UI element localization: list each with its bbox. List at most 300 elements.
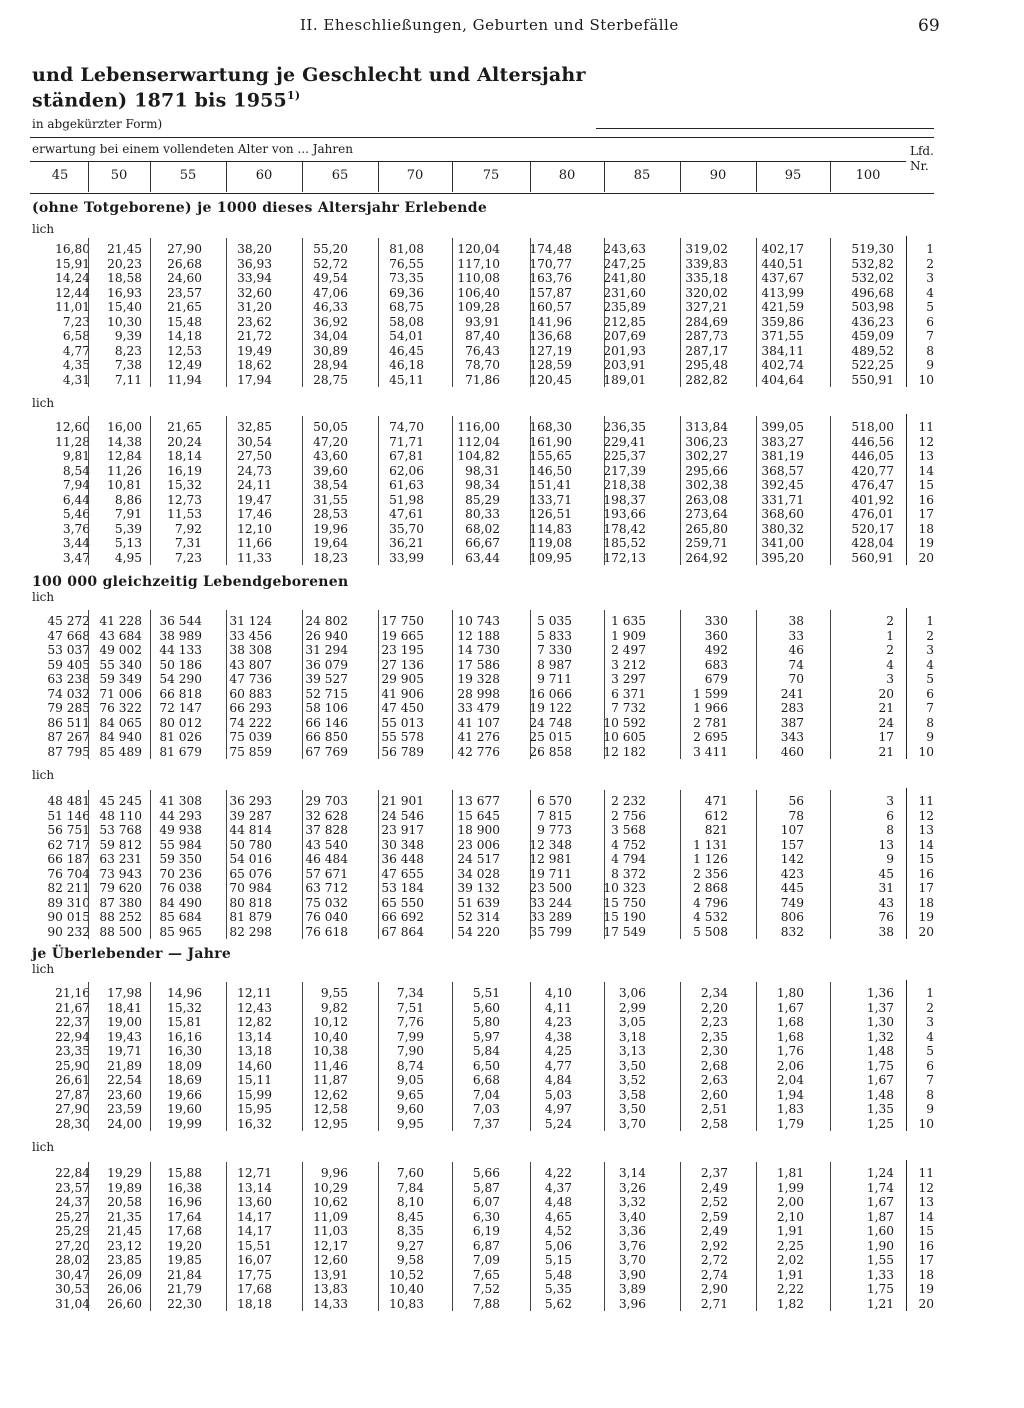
value-cell: 4,77 bbox=[62, 343, 90, 358]
value-cell: 7,52 bbox=[472, 1282, 500, 1296]
value-cell: 14,17 bbox=[237, 1224, 272, 1238]
value-cell: 25 015 bbox=[529, 730, 572, 744]
column-divider bbox=[452, 982, 453, 1131]
column-divider bbox=[830, 790, 831, 939]
value-cell: 12,11 bbox=[237, 986, 272, 1000]
lfd-number: 9 bbox=[926, 730, 934, 744]
value-cell: 6,07 bbox=[472, 1195, 500, 1209]
table-row bbox=[30, 271, 906, 286]
value-cell: 5,84 bbox=[472, 1044, 500, 1058]
value-cell: 1,21 bbox=[866, 1296, 894, 1311]
value-cell: 17,46 bbox=[237, 507, 272, 521]
column-divider bbox=[302, 162, 303, 192]
table-row bbox=[30, 493, 906, 508]
value-cell: 371,55 bbox=[761, 329, 804, 343]
value-cell: 24 546 bbox=[381, 808, 424, 823]
value-cell: 14,38 bbox=[107, 434, 142, 449]
value-cell: 10,52 bbox=[389, 1267, 424, 1282]
value-cell: 1,74 bbox=[866, 1180, 894, 1195]
value-cell: 19,60 bbox=[167, 1102, 202, 1116]
lfd-number: 18 bbox=[918, 521, 934, 536]
column-divider bbox=[226, 610, 227, 759]
value-cell: 10,30 bbox=[107, 314, 142, 329]
value-cell: 3,40 bbox=[618, 1209, 646, 1224]
column-divider bbox=[88, 416, 89, 565]
table-row bbox=[30, 1001, 906, 1016]
table-row bbox=[30, 344, 906, 359]
value-cell: 10,29 bbox=[313, 1180, 348, 1195]
value-cell: 19,00 bbox=[107, 1015, 142, 1029]
value-cell: 520,17 bbox=[851, 521, 894, 536]
table-row bbox=[30, 300, 906, 315]
value-cell: 47 668 bbox=[47, 628, 90, 643]
lfd-column bbox=[908, 420, 934, 565]
value-cell: 9 773 bbox=[537, 823, 572, 837]
value-cell: 7,76 bbox=[396, 1015, 424, 1029]
value-cell: 9,55 bbox=[320, 986, 348, 1000]
value-cell: 30 348 bbox=[381, 837, 424, 852]
table-row bbox=[30, 257, 906, 272]
value-cell: 9,96 bbox=[320, 1166, 348, 1180]
value-cell: 16,38 bbox=[167, 1180, 202, 1195]
value-cell: 399,05 bbox=[761, 420, 804, 434]
value-cell: 12 348 bbox=[529, 837, 572, 852]
table-row bbox=[30, 730, 906, 745]
value-cell: 32,60 bbox=[237, 285, 272, 300]
value-cell: 22,54 bbox=[107, 1073, 142, 1087]
value-cell: 7,60 bbox=[396, 1166, 424, 1180]
value-cell: 2,60 bbox=[700, 1087, 728, 1102]
value-cell: 16,07 bbox=[237, 1253, 272, 1267]
value-cell: 142 bbox=[780, 852, 804, 866]
value-cell: 16,96 bbox=[167, 1195, 202, 1209]
value-cell: 1,37 bbox=[866, 1000, 894, 1015]
lfd-number: 19 bbox=[918, 910, 934, 924]
value-cell: 2,02 bbox=[776, 1253, 804, 1267]
column-divider bbox=[150, 238, 151, 387]
value-cell: 9,60 bbox=[396, 1102, 424, 1116]
value-cell: 2,58 bbox=[700, 1116, 728, 1131]
table-row bbox=[30, 1059, 906, 1074]
value-cell: 21,45 bbox=[107, 1224, 142, 1238]
value-cell: 41 308 bbox=[159, 794, 202, 808]
value-cell: 47,06 bbox=[313, 285, 348, 300]
lfd-number: 14 bbox=[918, 463, 934, 478]
value-cell: 295,48 bbox=[685, 358, 728, 372]
lfd-number: 8 bbox=[926, 1087, 934, 1102]
value-cell: 15 190 bbox=[603, 910, 646, 924]
value-cell: 20,23 bbox=[107, 256, 142, 271]
value-cell: 26,06 bbox=[107, 1282, 142, 1296]
value-cell: 4 bbox=[886, 657, 894, 672]
value-cell: 9,05 bbox=[396, 1073, 424, 1087]
value-cell: 11,46 bbox=[313, 1058, 348, 1073]
value-cell: 15 645 bbox=[457, 808, 500, 823]
value-cell: 41 906 bbox=[381, 686, 424, 701]
value-cell: 6,30 bbox=[472, 1209, 500, 1224]
column-divider bbox=[150, 790, 151, 939]
value-cell: 3,05 bbox=[618, 1015, 646, 1029]
table-row bbox=[30, 358, 906, 373]
value-cell: 21 bbox=[878, 744, 894, 759]
value-cell: 14,24 bbox=[55, 271, 90, 285]
column-divider bbox=[88, 1162, 89, 1311]
lfd-number: 4 bbox=[926, 1029, 934, 1044]
table-row bbox=[30, 1224, 906, 1239]
value-cell: 62 717 bbox=[47, 837, 90, 852]
value-cell: 1,90 bbox=[866, 1238, 894, 1253]
value-cell: 55 984 bbox=[159, 837, 202, 852]
age-header-80: 80 bbox=[558, 168, 576, 183]
value-cell: 1,33 bbox=[866, 1267, 894, 1282]
value-cell: 52 314 bbox=[457, 910, 500, 924]
column-divider bbox=[302, 982, 303, 1131]
value-cell: 381,19 bbox=[761, 449, 804, 463]
value-cell: 18,18 bbox=[237, 1296, 272, 1311]
value-cell: 23,12 bbox=[107, 1238, 142, 1253]
value-cell: 117,10 bbox=[457, 256, 500, 271]
value-cell: 11,94 bbox=[167, 372, 202, 387]
value-cell: 2,35 bbox=[700, 1029, 728, 1044]
value-cell: 119,08 bbox=[529, 536, 572, 550]
value-cell: 359,86 bbox=[761, 314, 804, 329]
value-cell: 243,63 bbox=[603, 242, 646, 256]
value-cell: 42 776 bbox=[457, 744, 500, 759]
value-cell: 2,22 bbox=[776, 1282, 804, 1296]
group-label: lich bbox=[32, 396, 55, 410]
value-cell: 47 450 bbox=[381, 701, 424, 715]
value-cell: 4,22 bbox=[544, 1166, 572, 1180]
value-cell: 8 bbox=[886, 823, 894, 837]
column-divider bbox=[150, 982, 151, 1131]
value-cell: 38 308 bbox=[229, 643, 272, 657]
value-cell: 27,90 bbox=[167, 242, 202, 256]
value-cell: 11,66 bbox=[237, 536, 272, 550]
value-cell: 45 245 bbox=[99, 794, 142, 808]
value-cell: 7,03 bbox=[472, 1102, 500, 1116]
value-cell: 74 bbox=[788, 657, 804, 672]
lfd-number: 13 bbox=[918, 823, 934, 837]
column-divider bbox=[378, 416, 379, 565]
value-cell: 13 677 bbox=[457, 794, 500, 808]
value-cell: 87,40 bbox=[465, 329, 500, 343]
value-cell: 10,12 bbox=[313, 1015, 348, 1029]
value-cell: 5,03 bbox=[544, 1087, 572, 1102]
value-cell: 23 917 bbox=[381, 823, 424, 837]
value-cell: 306,23 bbox=[685, 434, 728, 449]
value-cell: 26 940 bbox=[305, 628, 348, 643]
value-cell: 87 267 bbox=[47, 730, 90, 744]
value-cell: 98,31 bbox=[465, 463, 500, 478]
value-cell: 46,33 bbox=[313, 300, 348, 314]
table-row bbox=[30, 701, 906, 716]
column-divider bbox=[530, 1162, 531, 1311]
value-cell: 43 807 bbox=[229, 657, 272, 672]
value-cell: 15,32 bbox=[167, 478, 202, 492]
value-cell: 9 711 bbox=[537, 672, 572, 686]
lfd-divider bbox=[906, 608, 907, 759]
table-row bbox=[30, 1268, 906, 1283]
value-cell: 1 599 bbox=[693, 686, 728, 701]
value-cell: 185,52 bbox=[603, 536, 646, 550]
value-cell: 55,20 bbox=[313, 242, 348, 256]
value-cell: 368,60 bbox=[761, 507, 804, 521]
lfd-number: 15 bbox=[918, 1224, 934, 1238]
column-divider bbox=[756, 238, 757, 387]
value-cell: 104,82 bbox=[457, 449, 500, 463]
lfd-number: 11 bbox=[918, 794, 934, 808]
value-cell: 5,24 bbox=[544, 1116, 572, 1131]
value-cell: 7,88 bbox=[472, 1296, 500, 1311]
value-cell: 21,45 bbox=[107, 242, 142, 256]
value-cell: 1,87 bbox=[866, 1209, 894, 1224]
value-cell: 492 bbox=[704, 643, 728, 657]
value-cell: 107 bbox=[780, 823, 804, 837]
table-row bbox=[30, 1073, 906, 1088]
column-divider bbox=[302, 1162, 303, 1311]
value-cell: 6 bbox=[886, 808, 894, 823]
table-row bbox=[30, 643, 906, 658]
value-cell: 44 814 bbox=[229, 823, 272, 837]
lfd-number: 10 bbox=[918, 744, 934, 759]
value-cell: 2,30 bbox=[700, 1044, 728, 1058]
value-cell: 2,23 bbox=[700, 1015, 728, 1029]
value-cell: 116,00 bbox=[457, 420, 500, 434]
value-cell: 5,15 bbox=[544, 1253, 572, 1267]
value-cell: 287,17 bbox=[685, 343, 728, 358]
lfd-divider bbox=[906, 980, 907, 1131]
lfd-number: 9 bbox=[926, 1102, 934, 1116]
value-cell: 71,86 bbox=[465, 372, 500, 387]
value-cell: 7,11 bbox=[114, 372, 142, 387]
value-cell: 79 620 bbox=[99, 881, 142, 895]
column-divider bbox=[302, 610, 303, 759]
value-cell: 421,59 bbox=[761, 300, 804, 314]
table-row bbox=[30, 242, 906, 257]
value-cell: 1 909 bbox=[611, 628, 646, 643]
value-cell: 10 605 bbox=[603, 730, 646, 744]
value-cell: 30,47 bbox=[55, 1267, 90, 1282]
value-cell: 15,48 bbox=[167, 314, 202, 329]
value-cell: 8,35 bbox=[396, 1224, 424, 1238]
value-cell: 88 252 bbox=[99, 910, 142, 924]
value-cell: 112,04 bbox=[457, 434, 500, 449]
value-cell: 428,04 bbox=[851, 536, 894, 550]
value-cell: 33 289 bbox=[529, 910, 572, 924]
value-cell: 1,55 bbox=[866, 1253, 894, 1267]
value-cell: 4,35 bbox=[62, 358, 90, 372]
lfd-number: 18 bbox=[918, 1267, 934, 1282]
value-cell: 48 481 bbox=[47, 794, 90, 808]
lfd-column bbox=[908, 986, 934, 1131]
table-row bbox=[30, 1282, 906, 1297]
value-cell: 193,66 bbox=[603, 507, 646, 521]
value-cell: 437,67 bbox=[761, 271, 804, 285]
value-cell: 76,55 bbox=[389, 256, 424, 271]
table-row bbox=[30, 881, 906, 896]
age-header-row bbox=[30, 168, 906, 188]
value-cell: 12,95 bbox=[313, 1116, 348, 1131]
value-cell: 49 002 bbox=[99, 643, 142, 657]
value-cell: 236,35 bbox=[603, 420, 646, 434]
value-cell: 88 500 bbox=[99, 924, 142, 939]
value-cell: 6,87 bbox=[472, 1238, 500, 1253]
value-cell: 4,48 bbox=[544, 1195, 572, 1209]
value-cell: 23,62 bbox=[237, 314, 272, 329]
value-cell: 189,01 bbox=[603, 372, 646, 387]
value-cell: 172,13 bbox=[603, 550, 646, 565]
value-cell: 4,38 bbox=[544, 1029, 572, 1044]
value-cell: 2,25 bbox=[776, 1238, 804, 1253]
age-header-100: 100 bbox=[855, 168, 881, 183]
value-cell: 76 322 bbox=[99, 701, 142, 715]
value-cell: 1,81 bbox=[776, 1166, 804, 1180]
value-cell: 30,89 bbox=[313, 343, 348, 358]
table-row bbox=[30, 614, 906, 629]
value-cell: 47 655 bbox=[381, 866, 424, 881]
value-cell: 19 711 bbox=[529, 866, 572, 881]
value-cell: 85,29 bbox=[465, 492, 500, 507]
value-cell: 39,60 bbox=[313, 463, 348, 478]
value-cell: 1,48 bbox=[866, 1044, 894, 1058]
value-cell: 2,90 bbox=[700, 1282, 728, 1296]
value-cell: 368,57 bbox=[761, 463, 804, 478]
column-divider bbox=[378, 1162, 379, 1311]
value-cell: 3,44 bbox=[62, 536, 90, 550]
value-cell: 12,58 bbox=[313, 1102, 348, 1116]
value-cell: 518,00 bbox=[851, 420, 894, 434]
value-cell: 76 618 bbox=[305, 924, 348, 939]
value-cell: 16 066 bbox=[529, 686, 572, 701]
value-cell: 17,98 bbox=[107, 986, 142, 1000]
value-cell: 1,24 bbox=[866, 1166, 894, 1180]
value-cell: 4,95 bbox=[114, 550, 142, 565]
value-cell: 12,60 bbox=[55, 420, 90, 434]
value-cell: 33,94 bbox=[237, 271, 272, 285]
column-divider bbox=[756, 162, 757, 192]
value-cell: 114,83 bbox=[529, 521, 572, 536]
value-cell: 18,41 bbox=[107, 1000, 142, 1015]
lfd-number: 5 bbox=[926, 300, 934, 314]
value-cell: 5 035 bbox=[537, 614, 572, 628]
value-cell: 35 799 bbox=[529, 924, 572, 939]
value-cell: 7,65 bbox=[472, 1267, 500, 1282]
value-cell: 59 812 bbox=[99, 837, 142, 852]
value-cell: 21 901 bbox=[381, 794, 424, 808]
value-cell: 20,24 bbox=[167, 434, 202, 449]
value-cell: 15,95 bbox=[237, 1102, 272, 1116]
value-cell: 5,62 bbox=[544, 1296, 572, 1311]
value-cell: 17 586 bbox=[457, 657, 500, 672]
lfd-number: 13 bbox=[918, 1195, 934, 1209]
value-cell: 38 bbox=[878, 924, 894, 939]
value-cell: 1,67 bbox=[866, 1073, 894, 1087]
value-cell: 1,94 bbox=[776, 1087, 804, 1102]
value-cell: 12,49 bbox=[167, 358, 202, 372]
value-cell: 3,18 bbox=[618, 1029, 646, 1044]
value-cell: 3,32 bbox=[618, 1195, 646, 1209]
value-cell: 52,72 bbox=[313, 256, 348, 271]
value-cell: 17,94 bbox=[237, 372, 272, 387]
value-cell: 5,80 bbox=[472, 1015, 500, 1029]
value-cell: 70 236 bbox=[159, 866, 202, 881]
value-cell: 19,66 bbox=[167, 1087, 202, 1102]
lfd-number: 12 bbox=[918, 808, 934, 823]
value-cell: 41 228 bbox=[99, 614, 142, 628]
lfd-number: 7 bbox=[926, 701, 934, 715]
value-cell: 54 290 bbox=[159, 672, 202, 686]
column-divider bbox=[604, 790, 605, 939]
lfd-number: 3 bbox=[926, 1015, 934, 1029]
value-cell: 5,13 bbox=[114, 536, 142, 550]
value-cell: 19,64 bbox=[313, 536, 348, 550]
value-cell: 20 bbox=[878, 686, 894, 701]
table-row bbox=[30, 838, 906, 853]
value-cell: 24 802 bbox=[305, 614, 348, 628]
value-cell: 38,54 bbox=[313, 478, 348, 492]
value-cell: 18,09 bbox=[167, 1058, 202, 1073]
value-cell: 440,51 bbox=[761, 256, 804, 271]
column-divider bbox=[226, 416, 227, 565]
value-cell: 6,58 bbox=[62, 329, 90, 343]
value-cell: 7,90 bbox=[396, 1044, 424, 1058]
value-cell: 81,08 bbox=[389, 242, 424, 256]
value-cell: 39 132 bbox=[457, 881, 500, 895]
value-cell: 25,27 bbox=[55, 1209, 90, 1224]
column-divider bbox=[150, 162, 151, 192]
value-cell: 8,10 bbox=[396, 1195, 424, 1209]
lfd-number: 14 bbox=[918, 837, 934, 852]
value-cell: 3,52 bbox=[618, 1073, 646, 1087]
value-cell: 2 bbox=[886, 614, 894, 628]
value-cell: 46,45 bbox=[389, 343, 424, 358]
value-cell: 161,90 bbox=[529, 434, 572, 449]
value-cell: 55 013 bbox=[381, 715, 424, 730]
value-cell: 12,43 bbox=[237, 1000, 272, 1015]
value-cell: 27,20 bbox=[55, 1238, 90, 1253]
value-cell: 174,48 bbox=[529, 242, 572, 256]
value-cell: 11,09 bbox=[313, 1209, 348, 1224]
value-cell: 19,71 bbox=[107, 1044, 142, 1058]
value-cell: 5,35 bbox=[544, 1282, 572, 1296]
value-cell: 3 212 bbox=[611, 657, 646, 672]
value-cell: 17,68 bbox=[237, 1282, 272, 1296]
value-cell: 79 285 bbox=[47, 701, 90, 715]
value-cell: 21,16 bbox=[55, 986, 90, 1000]
value-cell: 43 bbox=[878, 895, 894, 910]
column-divider bbox=[680, 162, 681, 192]
value-cell: 41 276 bbox=[457, 730, 500, 744]
value-cell: 341,00 bbox=[761, 536, 804, 550]
value-cell: 5,66 bbox=[472, 1166, 500, 1180]
value-cell: 24,60 bbox=[167, 271, 202, 285]
value-cell: 29 703 bbox=[305, 794, 348, 808]
value-cell: 90 232 bbox=[47, 924, 90, 939]
value-cell: 76,43 bbox=[465, 343, 500, 358]
column-divider bbox=[302, 416, 303, 565]
section-title: je Überlebender — Jahre bbox=[32, 946, 232, 962]
lfd-number: 1 bbox=[926, 986, 934, 1000]
table-row bbox=[30, 867, 906, 882]
value-cell: 218,38 bbox=[603, 478, 646, 492]
value-cell: 8,74 bbox=[396, 1058, 424, 1073]
value-cell: 476,47 bbox=[851, 478, 894, 492]
value-cell: 65 076 bbox=[229, 866, 272, 881]
value-cell: 2,63 bbox=[700, 1073, 728, 1087]
table-row bbox=[30, 1195, 906, 1210]
value-cell: 120,04 bbox=[457, 242, 500, 256]
column-divider bbox=[88, 982, 89, 1131]
